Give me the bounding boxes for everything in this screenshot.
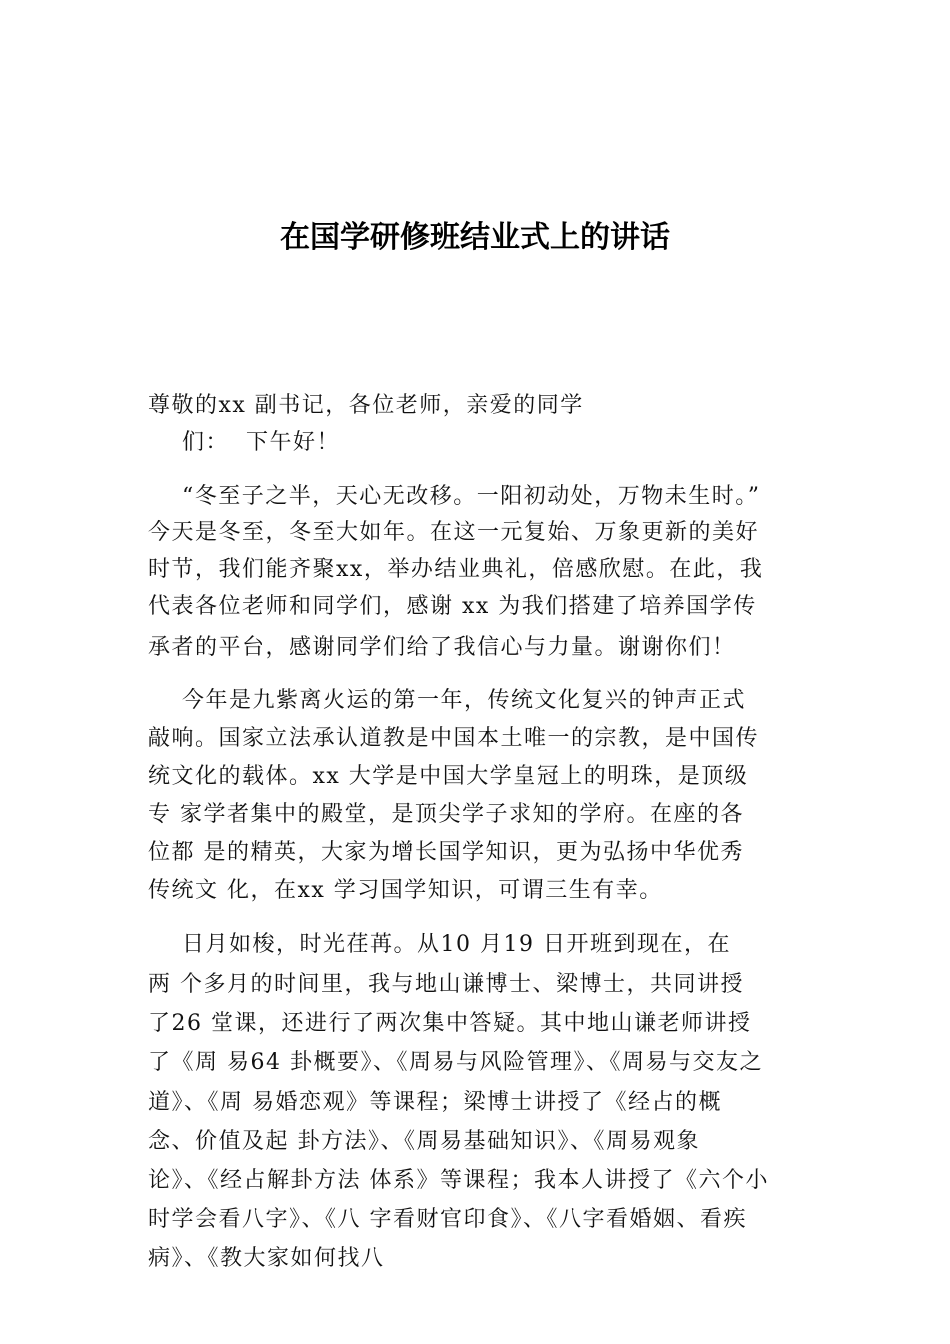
text-line: 们： 下午好！ [148, 430, 340, 455]
text-line: 今年是九紫离火运的第一年，传统文化复兴的钟声正式 [148, 688, 746, 713]
text-line: 病》、《教大家如何找八 [148, 1246, 385, 1271]
text-line: 敲响。国家立法承认道教是中国本土唯一的宗教，是中国传 [148, 726, 760, 751]
text-line: 念、价值及起 卦方法》、《周易基础知识》、《周易观象 [148, 1129, 700, 1154]
text-line: 道》、《周 易婚恋观》等课程；梁博士讲授了《经占的概 [148, 1090, 722, 1115]
text-line: 论》、《经占解卦方法 体系》等课程；我本人讲授了《六个小 [148, 1168, 769, 1193]
text-line: 时节，我们能齐聚xx，举办结业典礼，倍感欣慰。在此，我 [148, 557, 764, 582]
text-line: 统文化的载体。xx 大学是中国大学皇冠上的明珠，是顶级 [148, 764, 749, 789]
text-line: 今天是冬至，冬至大如年。在这一元复始、万象更新的美好 [148, 520, 760, 545]
document-title: 在国学研修班结业式上的讲话 [280, 220, 670, 255]
text-line: 了26 堂课，还进行了两次集中答疑。其中地山谦老师讲授 [148, 1011, 752, 1036]
text-line: 承者的平台，感谢同学们给了我信心与力量。谢谢你们！ [148, 635, 736, 660]
text-line: 专 家学者集中的殿堂，是顶尖学子求知的学府。在座的各 [148, 802, 744, 827]
text-line: 位都 是的精英，大家为增长国学知识，更为弘扬中华优秀 [148, 840, 744, 865]
text-line: 代表各位老师和同学们，感谢 xx 为我们搭建了培养国学传 [148, 594, 757, 619]
text-line: “冬至子之半，天心无改移。一阳初动处，万物未生时。” [148, 484, 761, 509]
text-line: 时学会看八字》、《八 字看财官印食》、《八字看婚姻、看疾 [148, 1207, 747, 1232]
text-line: 尊敬的xx 副书记，各位老师，亲爱的同学 [148, 393, 584, 418]
text-line: 两 个多月的时间里，我与地山谦博士、梁博士，共同讲授 [148, 972, 744, 997]
text-line: 传统文 化，在xx 学习国学知识，可谓三生有幸。 [148, 878, 663, 903]
text-line: 了《周 易64 卦概要》、《周易与风险管理》、《周易与交友之 [148, 1050, 763, 1075]
text-line: 日月如梭，时光荏苒。从10 月19 日开班到现在，在 [148, 932, 731, 957]
